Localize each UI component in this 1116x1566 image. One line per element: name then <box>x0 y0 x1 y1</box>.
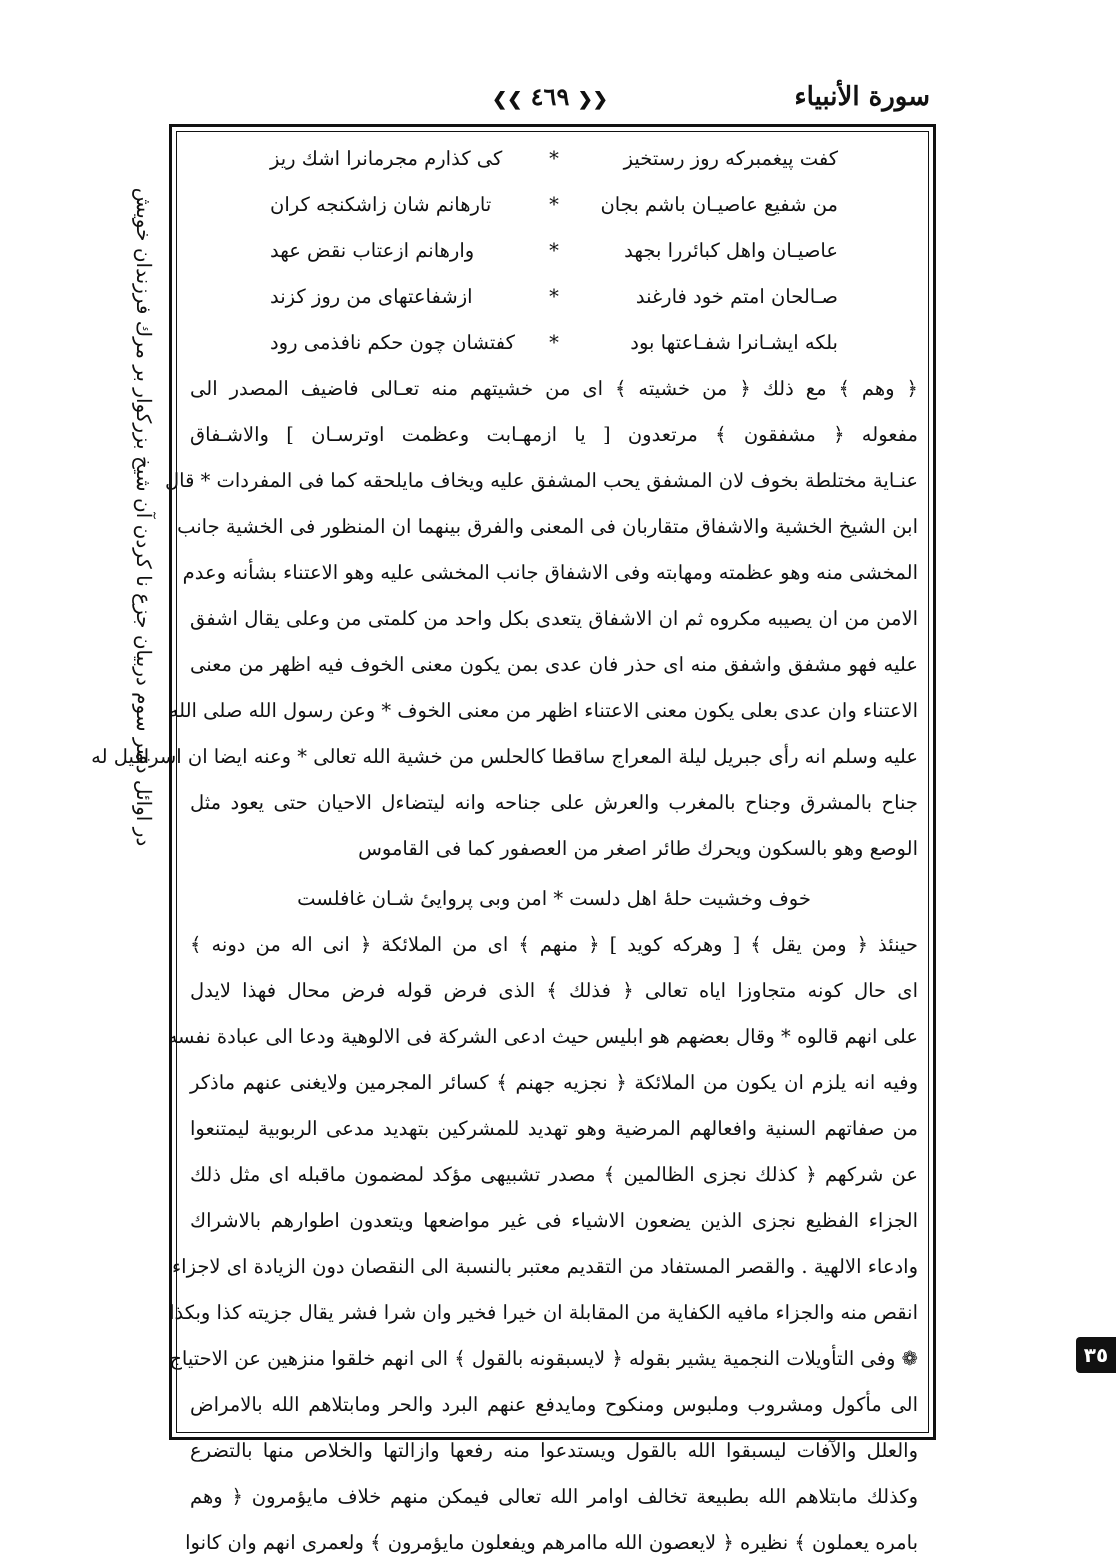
text-line: جناح بالمشرق وجناح بالمغرب والعرش على جناحه وانه ليتضاءل الاحيان حتى يعود مثل <box>190 791 918 814</box>
hemistich-first: كفت پيغمبركه روز رستخيز <box>623 147 838 170</box>
commentary-paragraph-2 <box>167 922 918 1566</box>
ornament-left-icon: ❮❮ <box>577 89 608 110</box>
poem-line <box>190 274 918 320</box>
verse-separator: * <box>549 193 559 216</box>
poem-line <box>190 320 918 366</box>
side-note <box>122 132 166 902</box>
hemistich-second: كفتشان چون حكم نافذمى رود <box>270 331 515 354</box>
text-line: وادعاء الالهية . والقصر المستفاد من التقديم معتبر بالنسبة الى النقصان دون الزيادة اى لاجزاء <box>171 1255 918 1278</box>
page-number-block <box>465 82 635 111</box>
ornament-right-icon: ❯❯ <box>492 89 523 110</box>
text-line: الاعتناء وان عدى بعلى يكون معنى الاعتناء اظهر من معنى الخوف * وعن رسول الله صلى الله <box>168 699 918 722</box>
text-line: بامره يعملون ﴾ نظيره ﴿ لايعصون الله ماامرهم ويفعلون مايؤمرون ﴾ ولعمرى انهم وان كانوا <box>185 1531 918 1554</box>
margin-number: ٣٥ <box>1076 1337 1116 1373</box>
text-line: عن شركهم ﴿ كذلك نجزى الظالمين ﴾ مصدر تشبيهى مؤكد لمضمون ماقبله اى مثل ذلك <box>190 1163 918 1186</box>
hemistich-first: من شفيع عاصيـان باشم بجان <box>600 193 838 216</box>
text-line: الجزاء الفظيع نجزى الذين يضعون الاشياء فى غير مواضعها ويتعدون اطوارهم بالاشراك <box>190 1209 918 1232</box>
poem-line <box>190 136 918 182</box>
text-line: حينئذ ﴿ ومن يقل ﴾ [ وهركه كويد ] ﴿ منهم ﴾ اى من الملائكة ﴿ انى اله من دونه ﴾ <box>190 933 918 956</box>
verse-separator: * <box>549 285 559 308</box>
text-line: على انهم قالوه * وقال بعضهم هو ابليس حيث ادعى الشركة فى الالوهية ودعا الى عبادة نفسه <box>167 1025 918 1048</box>
poem-block <box>190 136 918 366</box>
verse-separator: * <box>549 147 559 170</box>
hemistich-second: وارهانم ازعتاب نقض عهد <box>270 239 475 262</box>
text-line: اى حال كونه متجاوزا اياه تعالى ﴿ فذلك ﴾ الذى فرض قوله فرض محال فهذا لايدل <box>190 979 918 1002</box>
hemistich-second: كى كذارم مجرمانرا اشك ريز <box>270 147 503 170</box>
hemistich-second: تارهانم شان زاشكنجه كران <box>270 193 492 216</box>
hemistich-first: عاصيـان واهل كبائررا بجهد <box>624 239 838 262</box>
poem-line <box>190 182 918 228</box>
text-line: المخشى منه وهو عظمته ومهابته وفى الاشفاق جانب المخشى عليه وهو الاعتناء بشأنه وعدم <box>182 561 918 584</box>
text-line: ﴿ وهم ﴾ مع ذلك ﴿ من خشيته ﴾ اى من خشيتهم منه تعـالى فاضيف المصدر الى <box>190 377 918 400</box>
text-line: مفعوله ﴿ مشفقون ﴾ مرتعدون [ يا ازمهـابت وعظمت اوترسـان ] والاشـفاق <box>190 423 918 446</box>
text-line: والعلل والآفات ليسبقوا الله بالقول ويستدعوا منه رفعها وازالتها والخلاص منها بالتضرع <box>190 1439 918 1462</box>
surah-title: سورة الأنبياء <box>794 82 930 112</box>
text-line: عليه وسلم انه رأى جبريل ليلة المعراج ساقطا كالحلس من خشية الله تعالى * وعنه ايضا ان اسرافيل له <box>91 745 918 768</box>
poem-line <box>190 228 918 274</box>
text-line: من صفاتهم السنية وافعالهم المرضية وهو تهديد للمشركين بتهديد مدعى الربوبية ليمتنعوا <box>190 1117 918 1140</box>
side-note-text: در اوائل دفتر سوم دربيان جزع نا كردن آن شيخ بزركوار بر مرك فرزندان خويش <box>132 187 156 847</box>
text-line: انقص منه والجزاء مافيه الكفاية من المقابلة ان خيرا فخير وان شرا فشر يقال جزيته كذا وبكذا <box>169 1301 918 1324</box>
text-line: عليه فهو مشفق واشفق منه اى حذر فان عدى بمن يكون معنى الخوف فيه اظهر من معنى <box>190 653 918 676</box>
hemistich-first: خوف وخشيت حلهٔ اهل دلست <box>569 887 811 910</box>
text-line: الى مأكول ومشروب وملبوس ومنكوح ومايدفع عنهم البرد والحر ومابتلاهم الله بالامراض <box>190 1393 918 1416</box>
hemistich-second: ازشفاعتهاى من روز كزند <box>270 285 473 308</box>
verse-separator: * <box>553 887 564 910</box>
text-line: ❁ وفى التأويلات النجمية يشير بقوله ﴿ لايسبقونه بالقول ﴾ الى انهم خلقوا منزهين عن الاحتياج <box>169 1347 918 1370</box>
text-line: وفيه انه يلزم ان يكون من الملائكة ﴿ نجزيه جهنم ﴾ كسائر المجرمين ولايغنى عنهم ماذكر <box>190 1071 918 1094</box>
text-line: ابن الشيخ الخشية والاشفاق متقاربان فى المعنى والفرق بينهما ان المنظور فى الخشية جانب <box>177 515 918 538</box>
text-line: وكذلك مابتلاهم الله بطبيعة تخالف اوامر الله تعالى فيمكن منهم خلاف مايؤمرون ﴿ وهم <box>190 1485 918 1508</box>
hemistich-first: بلكه ايشـانرا شفـاعتها بود <box>630 331 838 354</box>
verse-separator: * <box>549 331 559 354</box>
page-header <box>175 82 930 122</box>
text-line: الامن من ان يصيبه مكروه ثم ان الاشفاق يتعدى بكل واحد من كلمتى من وعلى يقال اشفق <box>190 607 918 630</box>
hemistich-first: صـالحان امتم خود فارغند <box>635 285 838 308</box>
text-line: الوصع وهو بالسكون ويحرك طائر اصغر من العصفور كما فى القاموس <box>358 837 918 860</box>
text-line: عنـاية مختلطة بخوف لان المشفق يحب المشفق عليه ويخاف مايلحقه كما فى المفردات * قال <box>164 469 918 492</box>
persian-verse <box>190 876 918 922</box>
verse-separator: * <box>549 239 559 262</box>
hemistich-second: امن وبى پروايىٔ شـان غافلست <box>297 887 548 910</box>
page-number: ٤٦٩ <box>530 82 570 111</box>
